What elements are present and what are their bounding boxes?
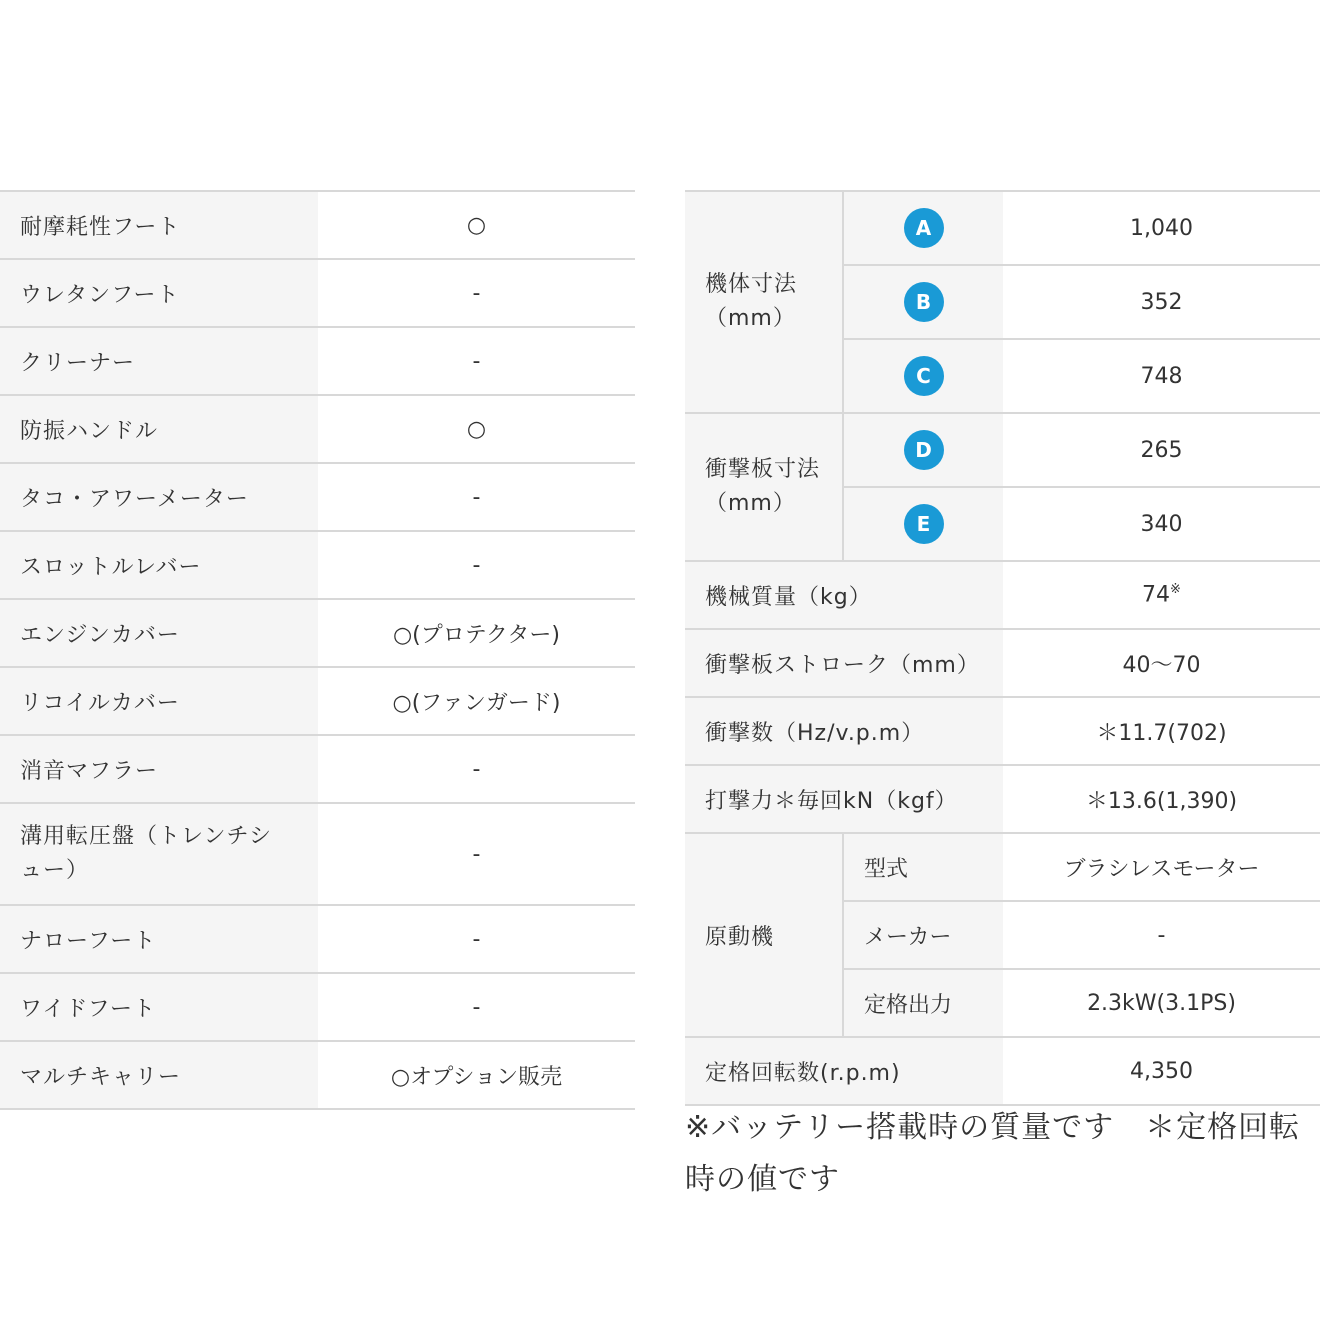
row-label: リコイルカバー — [0, 667, 318, 735]
row-label: 溝用転圧盤（トレンチシュー） — [0, 803, 318, 905]
table-row — [0, 1041, 635, 1109]
mass-value: 74 — [1142, 582, 1171, 608]
badge-c: C — [904, 356, 944, 396]
badge-a: A — [904, 208, 944, 248]
table-row — [0, 327, 635, 395]
mass-note-mark: ※ — [1170, 582, 1181, 598]
row-label: ウレタンフート — [0, 259, 318, 327]
stroke-value: 40〜70 — [1003, 629, 1320, 697]
dimension-d-value: 265 — [1003, 413, 1320, 487]
table-row — [0, 395, 635, 463]
badge-cell — [843, 339, 1003, 413]
frequency-value: ＊11.7(702) — [1003, 697, 1320, 765]
row-value: - — [318, 259, 635, 327]
row-value: ○ — [318, 191, 635, 259]
table-row — [685, 1037, 1320, 1105]
engine-output-value: 2.3kW(3.1PS) — [1003, 969, 1320, 1037]
table-row — [685, 561, 1320, 629]
row-value: - — [318, 531, 635, 599]
engine-label: 原動機 — [685, 833, 843, 1037]
table-row — [685, 629, 1320, 697]
mass-label: 機械質量（kg） — [685, 561, 1003, 629]
stroke-label: 衝撃板ストローク（mm） — [685, 629, 1003, 697]
table-row — [0, 259, 635, 327]
accessories-table — [0, 190, 635, 1110]
badge-e: E — [904, 504, 944, 544]
force-label: 打撃力＊毎回kN（kgf） — [685, 765, 1003, 833]
row-label: クリーナー — [0, 327, 318, 395]
badge-d: D — [904, 430, 944, 470]
row-value: ○(ファンガード) — [318, 667, 635, 735]
row-value: ○オプション販売 — [318, 1041, 635, 1109]
table-row — [0, 667, 635, 735]
row-label: 耐摩耗性フート — [0, 191, 318, 259]
row-value: ○ — [318, 395, 635, 463]
table-row — [0, 735, 635, 803]
footnote: ※バッテリー搭載時の質量です ＊定格回転時の値です — [685, 1110, 1301, 1197]
table-row — [0, 463, 635, 531]
row-value: - — [318, 327, 635, 395]
specifications-table — [685, 190, 1320, 1106]
row-label: タコ・アワーメーター — [0, 463, 318, 531]
table-row — [685, 697, 1320, 765]
force-value: ＊13.6(1,390) — [1003, 765, 1320, 833]
row-value: - — [318, 803, 635, 905]
badge-cell — [843, 487, 1003, 561]
table-row — [0, 905, 635, 973]
rpm-label: 定格回転数(r.p.m) — [685, 1037, 1003, 1105]
dimension-e-value: 340 — [1003, 487, 1320, 561]
row-label: ワイドフート — [0, 973, 318, 1041]
row-label: スロットルレバー — [0, 531, 318, 599]
table-row — [685, 413, 1320, 487]
row-value: - — [318, 973, 635, 1041]
table-row — [0, 191, 635, 259]
row-label: マルチキャリー — [0, 1041, 318, 1109]
engine-sub-label: 定格出力 — [843, 969, 1003, 1037]
badge-cell — [843, 191, 1003, 265]
row-value: - — [318, 905, 635, 973]
frequency-label: 衝撃数（Hz/v.p.m） — [685, 697, 1003, 765]
row-label: ナローフート — [0, 905, 318, 973]
table-row — [0, 973, 635, 1041]
badge-cell — [843, 265, 1003, 339]
row-label: 消音マフラー — [0, 735, 318, 803]
row-label: 防振ハンドル — [0, 395, 318, 463]
row-value: - — [318, 735, 635, 803]
table-row — [685, 833, 1320, 901]
dimension-c-value: 748 — [1003, 339, 1320, 413]
dimension-a-value: 1,040 — [1003, 191, 1320, 265]
table-row — [685, 765, 1320, 833]
engine-sub-label: 型式 — [843, 833, 1003, 901]
table-row — [0, 531, 635, 599]
row-value: ○(プロテクター) — [318, 599, 635, 667]
rpm-value: 4,350 — [1003, 1037, 1320, 1105]
row-label: エンジンカバー — [0, 599, 318, 667]
badge-b: B — [904, 282, 944, 322]
table-row — [0, 599, 635, 667]
engine-maker-value: - — [1003, 901, 1320, 969]
plate-dimensions-label: 衝撃板寸法（mm） — [685, 413, 843, 561]
dimension-b-value: 352 — [1003, 265, 1320, 339]
body-dimensions-label: 機体寸法（mm） — [685, 191, 843, 413]
engine-type-value: ブラシレスモーター — [1003, 833, 1320, 901]
row-value: - — [318, 463, 635, 531]
engine-sub-label: メーカー — [843, 901, 1003, 969]
table-row — [685, 191, 1320, 265]
badge-cell — [843, 413, 1003, 487]
mass-value-cell — [1003, 561, 1320, 629]
table-row — [0, 803, 635, 905]
